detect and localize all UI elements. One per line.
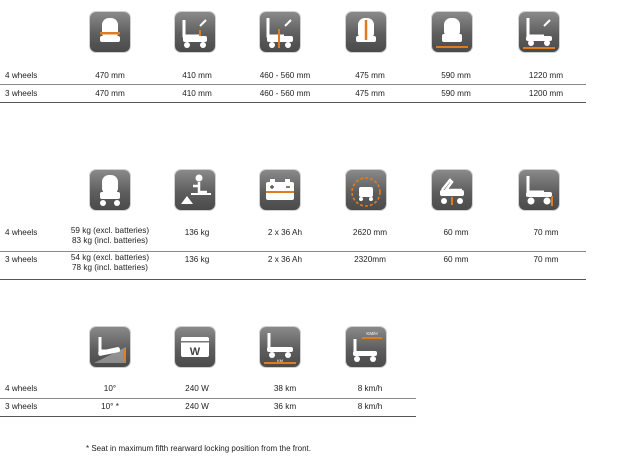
svg-text:KM: KM xyxy=(277,358,283,363)
table-cell: 70 mm xyxy=(533,228,559,237)
table-cell: 8 km/h xyxy=(357,402,383,411)
overall-length-icon xyxy=(519,12,559,52)
battery-icon xyxy=(260,170,300,210)
table-cell: 240 W xyxy=(185,384,209,393)
table-cell: 460 - 560 mm xyxy=(259,89,311,98)
cell-line: 78 kg (incl. batteries) xyxy=(72,263,148,272)
table-cell: 590 mm xyxy=(441,71,471,80)
table-cell: 410 mm xyxy=(182,71,212,80)
table-cell: 36 km xyxy=(273,402,297,411)
table-cell: 1200 mm xyxy=(528,89,564,98)
table-cell: 10° * xyxy=(101,402,119,411)
table-cell: 460 - 560 mm xyxy=(259,71,311,80)
svg-text:W: W xyxy=(189,346,201,358)
ground-clearance-icon xyxy=(432,170,472,210)
row-label: 3 wheels xyxy=(5,255,38,264)
turning-radius-icon xyxy=(346,170,386,210)
motor-power-icon xyxy=(175,327,215,367)
seat-to-floor-icon xyxy=(260,12,300,52)
table-cell: 2620 mm xyxy=(352,228,388,237)
table-cell: 1220 mm xyxy=(528,71,564,80)
cell-line: 83 kg (incl. batteries) xyxy=(72,236,148,245)
table-bottom-rule xyxy=(0,279,586,280)
backrest-height-icon xyxy=(346,12,386,52)
row-label: 3 wheels xyxy=(5,402,38,411)
footnote: * Seat in maximum fifth rearward locking position from the front. xyxy=(86,444,311,453)
cell-line: 54 kg (excl. batteries) xyxy=(70,253,150,262)
table-cell: 2 x 36 Ah xyxy=(267,228,303,237)
table-cell: 60 mm xyxy=(443,228,469,237)
table-bottom-rule xyxy=(0,416,416,417)
table-cell: 136 kg xyxy=(184,255,210,264)
row-divider xyxy=(0,398,416,399)
wheel-size-icon xyxy=(519,170,559,210)
max-speed-icon xyxy=(346,327,386,367)
cell-line: 59 kg (excl. batteries) xyxy=(70,226,150,235)
table-cell xyxy=(65,253,155,273)
table-cell: 475 mm xyxy=(355,71,385,80)
table-cell: 136 kg xyxy=(184,228,210,237)
table-cell: 2320mm xyxy=(354,255,386,264)
table-cell: 10° xyxy=(103,384,117,393)
max-user-weight-icon xyxy=(175,170,215,210)
table-cell: 70 mm xyxy=(533,255,559,264)
row-label: 4 wheels xyxy=(5,71,38,80)
table-cell: 60 mm xyxy=(443,255,469,264)
range-icon xyxy=(260,327,300,367)
table-cell: 240 W xyxy=(185,402,209,411)
row-divider xyxy=(0,251,586,252)
table-cell: 2 x 36 Ah xyxy=(267,255,303,264)
table-cell: 8 km/h xyxy=(357,384,383,393)
row-label: 3 wheels xyxy=(5,89,38,98)
table-cell: 470 mm xyxy=(95,71,125,80)
table-cell: 38 km xyxy=(273,384,297,393)
table-cell: 590 mm xyxy=(441,89,471,98)
row-label: 4 wheels xyxy=(5,384,38,393)
table-cell: 410 mm xyxy=(182,89,212,98)
row-label: 4 wheels xyxy=(5,228,38,237)
table-cell: 475 mm xyxy=(355,89,385,98)
seat-width-icon xyxy=(90,12,130,52)
table-cell: 470 mm xyxy=(95,89,125,98)
weight-icon xyxy=(90,170,130,210)
table-cell xyxy=(65,226,155,246)
svg-text:KM/H: KM/H xyxy=(366,331,378,336)
seat-height-icon xyxy=(175,12,215,52)
row-divider xyxy=(0,84,586,85)
climbing-angle-icon xyxy=(90,327,130,367)
table-bottom-rule xyxy=(0,102,586,103)
overall-width-icon xyxy=(432,12,472,52)
